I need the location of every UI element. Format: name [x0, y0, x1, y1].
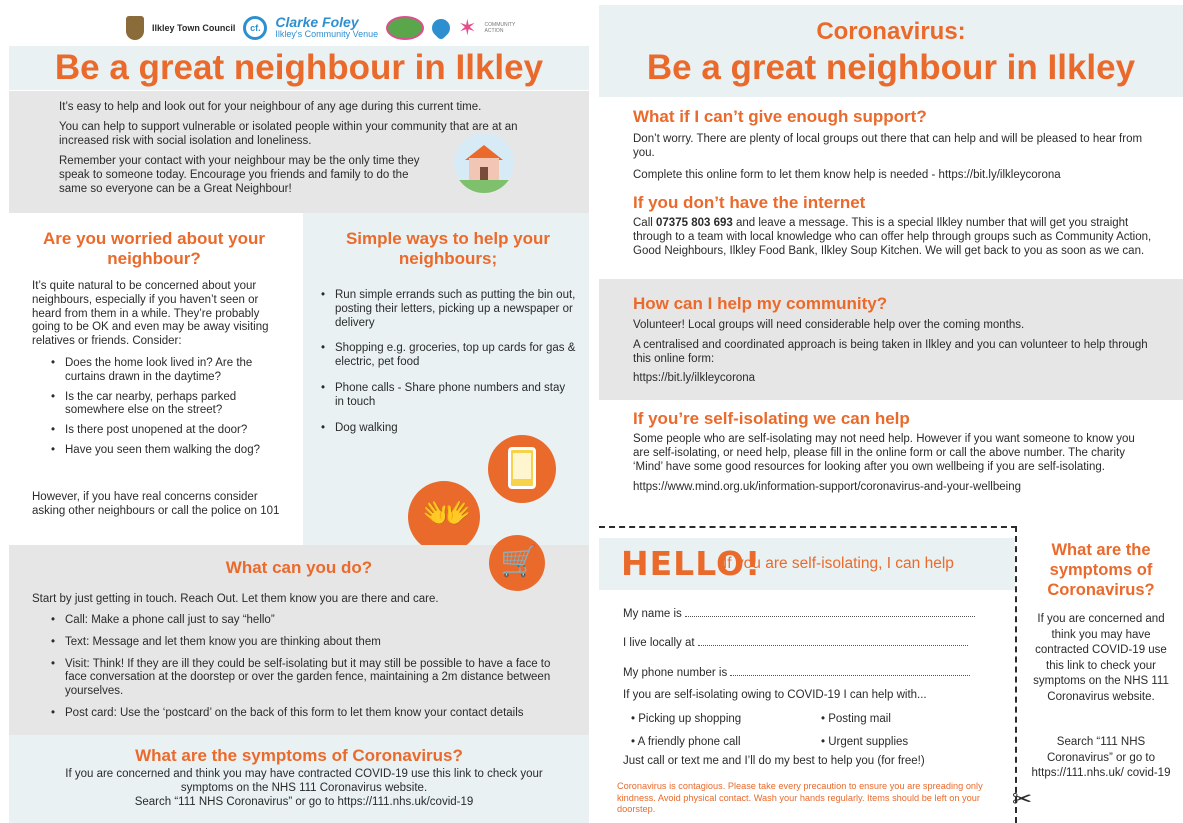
worried-section: [9, 213, 303, 545]
community-paragraph: Volunteer! Local groups will need considerable help over the coming months.: [633, 319, 1025, 331]
page-title: Be a great neighbour in Ilkley: [646, 48, 1136, 87]
support-form-text: Complete this online form to let them know help is needed - https://bit.ly/ilkleycorona: [633, 168, 1061, 181]
page-pretitle: Coronavirus:: [816, 18, 966, 45]
what-can-you-do-intro: Start by just getting in touch. Reach Out. Let them know you are there and care.: [32, 593, 439, 605]
symptoms-section: [9, 735, 589, 823]
worried-checklist: [41, 357, 276, 458]
hello-postcard: [599, 526, 1017, 823]
council-crest-icon: [126, 16, 144, 40]
simple-heading: Simple ways to help your neighbours;: [345, 229, 551, 268]
list-item: • Post card: Use the ‘postcard’ on the back of this form to let them know your contact details: [41, 707, 561, 721]
help-option: • A friendly phone call: [631, 736, 741, 748]
internet-paragraph: [633, 217, 1153, 258]
support-section: [599, 97, 1183, 279]
clarke-foley-mark: cf.: [243, 16, 267, 40]
clarke-foley-subtitle: Ilkley's Community Venue: [275, 29, 379, 39]
community-link[interactable]: https://bit.ly/ilkleycorona: [633, 372, 756, 385]
community-paragraph: A centralised and coordinated approach is being taken in Ilkley and you can volunteer to help through this online form:: [633, 338, 1148, 365]
postcard-warning: Coronavirus is contagious. Please take every precaution to ensure you are spreading only kindness. Avoid physical contact. Wash your hands regularly. Items should be left on your doorstep.: [617, 781, 983, 814]
isolating-heading: If you’re self-isolating we can help: [633, 409, 910, 428]
list-item: • Have you seen them walking the dog?: [41, 444, 276, 458]
right-page: [599, 0, 1183, 823]
list-item: • Does the home look lived in? Are the curtains drawn in the daytime?: [41, 357, 276, 385]
intro-section: [9, 91, 589, 213]
list-item: • Text: Message and let them know you are thinking about them: [41, 636, 561, 650]
internet-text: and leave a message. This is a special Ilkley number that will get you straight through to a team with local knowledge who can offer help through groups such as Community Action, Good Neighbours, Ilkley Food Bank, Ilkley Soup Kitchen. We will get back to you as soon as we can.: [633, 217, 1152, 257]
shopping-cart-icon: 🛒: [489, 535, 545, 591]
scissors-icon: ✂: [1012, 786, 1033, 813]
heart-logo-icon: [428, 15, 453, 40]
community-logo-icon: [386, 16, 424, 40]
what-can-you-do-section: [9, 545, 589, 735]
worried-heading: Are you worried about your neighbour?: [43, 229, 265, 268]
list-item: • Visit: Think! If they are ill they could be self-isolating but it may still be possible to have a face to face conversation at the doorstep or over the garden fence, maintaining a 2m distance between yourselves.: [41, 658, 561, 699]
help-option: • Urgent supplies: [821, 736, 909, 748]
left-page: [0, 0, 590, 823]
internet-heading: If you don’t have the internet: [633, 193, 866, 213]
community-action-logo: COMMUNITY ACTION: [484, 22, 516, 34]
help-option: • Posting mail: [821, 713, 891, 725]
symptoms-heading: What are the symptoms of Coronavirus?: [1047, 541, 1155, 599]
list-item: • Dog walking: [311, 422, 576, 436]
list-item: • Run simple errands such as putting the bin out, posting their letters, picking up a newspaper or delivery: [311, 289, 576, 330]
isolating-section: [599, 400, 1183, 525]
hello-title: HELLO!: [621, 544, 762, 583]
clarke-foley-logo: [275, 16, 378, 40]
list-item: • Phone calls - Share phone numbers and stay in touch: [311, 382, 576, 410]
clarke-foley-title: Clarke Foley: [275, 14, 359, 30]
help-intro: If you are self-isolating owing to COVID-19 I can help with...: [623, 689, 927, 701]
partner-logos: [126, 12, 525, 44]
list-item: • Is the car nearby, perhaps parked somewhere else on the street?: [41, 391, 276, 419]
address-label: I live locally at: [623, 637, 695, 649]
list-item: • Call: Make a phone call just to say “hello”: [41, 614, 561, 628]
hello-subtitle: If you are self-isolating, I can help: [723, 555, 954, 572]
council-logo-text: Ilkley Town Council: [152, 23, 236, 33]
what-can-you-do-list: [41, 614, 561, 721]
phone-field: [623, 666, 970, 679]
smartphone-icon: [488, 435, 556, 503]
help-option: • Picking up shopping: [631, 713, 742, 725]
support-heading: What if I can’t give enough support?: [633, 107, 927, 126]
star-logo-icon: ✶: [458, 15, 477, 40]
phone-label: My phone number is: [623, 667, 728, 679]
name-field: [623, 607, 975, 620]
house-icon: [454, 133, 514, 193]
community-section: [599, 279, 1183, 400]
symptoms-text: If you are concerned and think you may have contracted COVID-19 use this link to check your symptoms on the NHS 111 Coronavirus website.: [1033, 613, 1169, 703]
intro-paragraph: You can help to support vulnerable or isolated people within your community that are at an increased risk with social isolation and loneliness.: [59, 121, 518, 147]
support-paragraph: Don’t worry. There are plenty of local groups out there that can help and will be pleased to hear from you.: [633, 133, 1143, 159]
symptoms-heading: What are the symptoms of Coronavirus?: [135, 746, 463, 765]
symptoms-cutout: [1019, 526, 1183, 823]
call-label: Call: [633, 217, 653, 230]
mind-link[interactable]: https://www.mind.org.uk/information-support/coronavirus-and-your-wellbeing: [633, 481, 1021, 494]
list-item: • Shopping e.g. groceries, top up cards for gas & electric, pet food: [311, 342, 576, 370]
address-field: [623, 636, 968, 649]
intro-paragraph: It’s easy to help and look out for your neighbour of any age during this current time.: [59, 101, 482, 113]
list-item: • Is there post unopened at the door?: [41, 424, 276, 438]
symptoms-text: If you are concerned and think you may have contracted COVID-19 use this link to check your symptoms on the NHS 111 Coronavirus website.: [65, 768, 543, 794]
isolating-paragraph: Some people who are self-isolating may not need help. However if you want someone to know you are self-isolating, or need help, please fill in the online form or call the above number. The charity ‘Mind’ have some good resources for looking after you own wellbeing if you are self-isolating.: [633, 433, 1135, 473]
name-label: My name is: [623, 608, 682, 620]
symptoms-search: Search “111 NHS Coronavirus” or go to https://111.nhs.uk/ covid-19: [1031, 736, 1171, 779]
caring-hands-icon: 👐: [408, 481, 480, 553]
symptoms-search: Search “111 NHS Coronavirus” or go to https://111.nhs.uk/covid-19: [134, 796, 474, 808]
simple-ways-section: [303, 213, 589, 545]
community-heading: How can I help my community?: [633, 294, 888, 313]
worried-closing: However, if you have real concerns consider asking other neighbours or call the police on 101: [32, 491, 280, 517]
what-can-you-do-heading: What can you do?: [225, 558, 373, 577]
intro-paragraph: Remember your contact with your neighbour may be the only time they speak to someone today. Encourage you friends and family to do the same so everyone can be a Great Neighbour!: [59, 155, 420, 195]
postcard-closing: Just call or text me and I’ll do my best to help you (for free!): [623, 755, 925, 767]
phone-number: 07375 803 693: [656, 217, 733, 230]
page-title: Be a great neighbour in Ilkley: [54, 48, 544, 87]
simple-ways-list: [311, 289, 576, 435]
worried-paragraph: It’s quite natural to be concerned about your neighbours, especially if you haven’t seen or heard from them in a while. They’re probably going to be OK and even may be away visiting relatives or friends. Consider:: [32, 280, 269, 348]
